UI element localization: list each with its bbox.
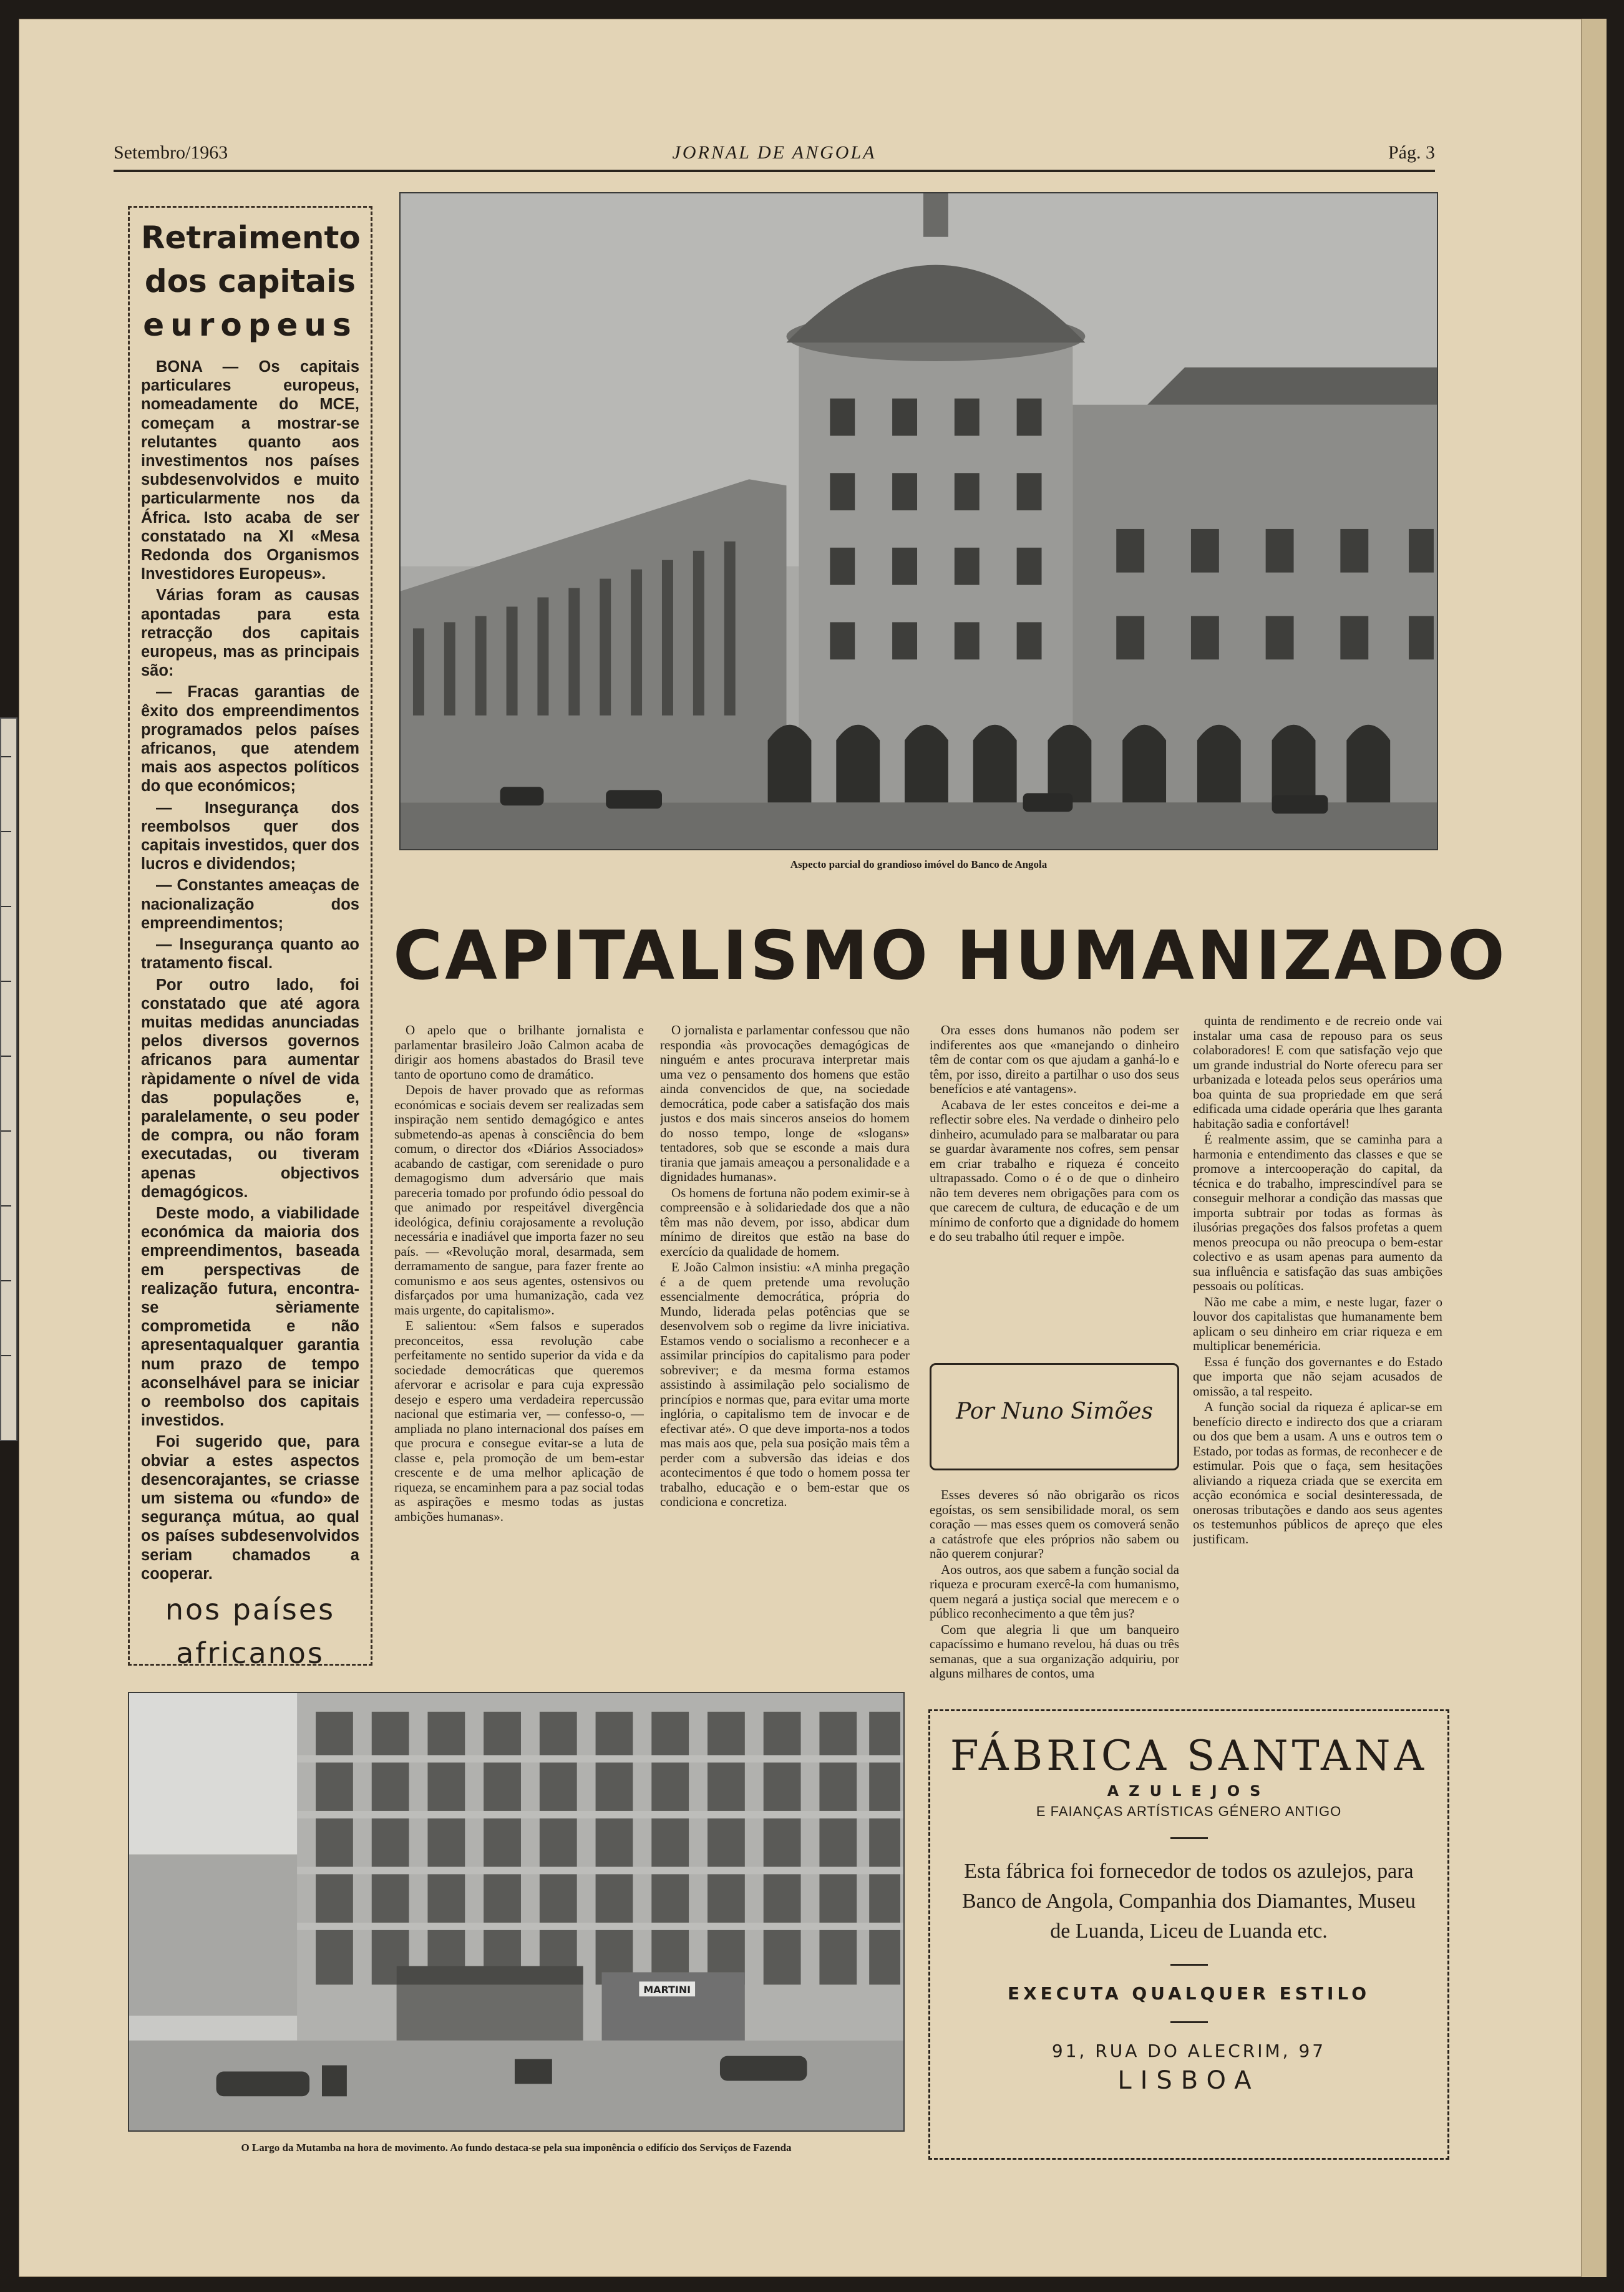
sidebar-footer-line: nos países bbox=[165, 1593, 336, 1626]
bus-sign: MARTINI bbox=[643, 1984, 691, 1996]
byline-box bbox=[930, 1363, 1179, 1470]
paragraph: Aos outros, aos que sabem a função social da riqueza e procuram exercê-la com humanismo, quem negará a justiça social que merecem e o público reconhecimento a que têm jus? bbox=[930, 1561, 1179, 1621]
fabrica-santana-ad bbox=[928, 1709, 1449, 2160]
ad-divider bbox=[1170, 2021, 1208, 2023]
byline: Por Nuno Simões bbox=[956, 1399, 1153, 1424]
ad-divider bbox=[1170, 1837, 1208, 1839]
paragraph: Foi sugerido que, para obviar a estes aspectos desencorajantes, se criasse um sistema ou «fundo» de segurança mútua, ao qual os países subdesenvolvidos seriam chamados a cooperar. bbox=[141, 1433, 359, 1583]
paragraph: quinta de rendimento e de recreio onde vai instalar uma casa de repouso para os seus colaboradores! E com que satisfação vejo que um grande industrial do Norte oferecu para ser urbanizada e loteada pelos seus operários uma boa quinta de sua propriedade em que será edificada uma cidade operária que lhes garanta habitação sadia e confortável! bbox=[1193, 1014, 1442, 1131]
ad-city: LISBOA bbox=[1117, 2066, 1260, 2095]
paragraph: O apelo que o brilhante jornalista e parlamentar brasileiro João Calmon acaba de dirigir aos homens abastados do Brasil teve tanto de oportuno como de dramático. bbox=[394, 1023, 644, 1082]
article-headline: CAPITALISMO HUMANIZADO bbox=[393, 917, 1507, 995]
ad-subtitle: AZULEJOS bbox=[1107, 1782, 1271, 1800]
paragraph: BONA — Os capitais particulares europeus, nomeadamente do MCE, começam a mostrar-se relutantes quanto aos investimentos nos países subdesenvolvidos e muito particularmente nos da África. Isto acaba de ser constatado na XI «Mesa Redonda dos Organismos Investidores Europeus». bbox=[141, 358, 359, 583]
paragraph: Acabava de ler estes conceitos e dei-me a reflectir sobre eles. Na verdade o dinheiro pelo dinheiro, acumulado para se malbaratar ou para se guardar àvaramente nos cofres, sem pensar em criar trabalho e riqueza é conceito ultrapassado. Como o é o de que o dinheiro não tem deveres nem obrigações para com os que carecem de cultura, de educação e de um mínimo de conforto que a dignidade do homem e do seu trabalho útil requer e impõe. bbox=[930, 1097, 1179, 1244]
sidebar-article bbox=[128, 206, 372, 1666]
mutamba-square-illustration bbox=[129, 1693, 903, 2130]
paragraph: E salientou: «Sem falsos e superados preconceitos, essa revolução cabe perfeitamente no sentido superior da vida e da sociedade democráticas que queremos afervorar e acrisolar e para cuja expressão desejo e espero uma verdadeira repercussão nacional que estimaria ver, — confesso-o, — ampliada no plano internacional dos países em que procura e consegue evitar-se a luta de classe e, pela promoção de um bem-estar crescente e de uma melhor aplicação de riqueza, se encaminhem para a paz social todas as aspirações e mesmo todas as justas ambições humanas». bbox=[394, 1318, 644, 1524]
page-header bbox=[114, 142, 1435, 166]
bank-photo-caption: Aspecto parcial do grandioso imóvel do Banco de Angola bbox=[790, 858, 1048, 870]
paragraph: Os homens de fortuna não podem eximir-se à compreensão e à solidariedade dos que a não têm mas não devem, por isso, abdicar dum mínimo de direitos que estão na base do exercício da qualidade de homem. bbox=[660, 1185, 910, 1259]
page-number: Pág. 3 bbox=[1388, 142, 1435, 163]
ad-style-line: EXECUTA QUALQUER ESTILO bbox=[1007, 1983, 1371, 2004]
sidebar-title-line: dos capitais bbox=[144, 263, 356, 299]
ad-address: 91, RUA DO ALECRIM, 97 bbox=[1051, 2041, 1326, 2061]
mutamba-photo-caption: O Largo da Mutamba na hora de movimento. Ao fundo destaca-se pela sua imponência o edifício dos Serviços de Fazenda bbox=[241, 2142, 792, 2154]
paragraph: — Constantes ameaças de nacionalização dos empreendimentos; bbox=[141, 876, 359, 932]
paper-edge bbox=[1582, 19, 1607, 2277]
ad-divider bbox=[1170, 1964, 1208, 1966]
ad-body: Esta fábrica foi fornecedor de todos os azulejos, para Banco de Angola, Companhia dos Diamantes, Museu de Luanda, Liceu de Luanda etc. bbox=[961, 1860, 1416, 1943]
paragraph: Por outro lado, foi constatado que até agora muitas medidas anunciadas pelos diversos governos africanos para aumentar ràpidamente o nível de vida das populações e, paralelamente, o seu poder de compra, ou não foram executadas, ou tiveram apenas objectivos demagógicos. bbox=[141, 976, 359, 1201]
paragraph: — Insegurança dos reembolsos quer dos capitais investidos, quer dos lucros e dividendos; bbox=[141, 799, 360, 873]
paragraph: A função social da riqueza é aplicar-se em benefício directo e indirecto dos que a criaram ou dos que bem a usam. A uns e outros tem o Estado, por todas as formas, de reconhecer e de estimular. Pois que o faça, sem hesitações aliviando a riqueza criada que se exercita em acção económica e social desinteressada, de onerosas tributações e dando aos seus agentes os testemunhos públicos de apreço que eles justificam. bbox=[1193, 1399, 1442, 1547]
scan-ruler bbox=[0, 717, 17, 1441]
paragraph: Deste modo, a viabilidade económica da maioria dos empreendimentos, baseada em perspectivas de realização futura, encontra-se sèriamente comprometida e não apresentaqualquer garantia num prazo de tempo aconselhável para se iniciar o reembolso dos capitais investidos. bbox=[141, 1204, 359, 1430]
article-column-1 bbox=[394, 1023, 644, 1684]
sidebar-body bbox=[141, 357, 359, 1583]
ad-subtitle-2: E FAIANÇAS ARTÍSTICAS GÉNERO ANTIGO bbox=[1036, 1804, 1342, 1819]
paragraph: Com que alegria li que um banqueiro capacíssimo e humano revelou, há duas ou três semanas, que a sua organização adquiriu, por alguns milhares de contos, uma bbox=[930, 1621, 1179, 1681]
bank-building-photo bbox=[399, 192, 1438, 850]
sidebar-footer-line: africanos bbox=[176, 1636, 324, 1666]
article-column-3-top bbox=[930, 1023, 1179, 1348]
article-column-4 bbox=[1193, 1014, 1442, 1687]
sidebar-title-line: Retraimento bbox=[141, 220, 361, 256]
newspaper-name: JORNAL DE ANGOLA bbox=[672, 142, 877, 163]
paragraph: Essa é função dos governantes e do Estado que importa que não sejam acusados de omissão, a tal respeito. bbox=[1193, 1354, 1442, 1399]
header-rule bbox=[114, 170, 1435, 172]
paragraph: É realmente assim, que se caminha para a harmonia e entendimento das classes e que se promove a intercooperação do capital, da técnica e do trabalho, imprescindível para se conseguir melhorar a condição das massas que importa subtrair por todas as formas às ilusórias pregações dos falsos profetas a quem menos preocupa ou não preocupa o bem-estar colectivo e as usam apenas para aumento da sua influência e satisfação das suas ambições pessoais ou políticas. bbox=[1193, 1132, 1442, 1293]
issue-date: Setembro/1963 bbox=[114, 142, 228, 163]
ad-title: FÁBRICA SANTANA bbox=[950, 1732, 1428, 1780]
paragraph: — Insegurança quanto ao tratamento fiscal. bbox=[141, 936, 359, 973]
paragraph: — Fracas garantias de êxito dos empreendimentos programados pelos países africanos, que atendem mais aos aspectos políticos do que económicos; bbox=[141, 683, 359, 795]
paragraph: Depois de haver provado que as reformas económicas e sociais devem ser realizadas sem inspiração nem sentido demagógico e antes submetendo-as apenas à consciência do bem comum, o director dos «Diários Associados» acabando de castigar, com serenidade o puro demagogismo dum adversário que mais pareceria tomado por profundo ódio pessoal do que animado por respeitável divergência ideológica, definiu corajosamente a revolução necessária e inadiável que importa fazer no seu país. — «Revolução moral, desarmada, sem derramamento de sangue, para fazer frente ao comunismo e aos seus agentes, ostensivos ou disfarçados por uma humanização, cada vez mais urgente, do capitalismo». bbox=[394, 1082, 644, 1318]
mutamba-square-photo bbox=[128, 1692, 905, 2132]
paragraph: O jornalista e parlamentar confessou que não respondia «às provocações demagógicas de ninguém e antes procurava interpretar mais uma vez o pensamento dos homens que estão ainda convencidos de que, na sociedade democrática, pode caber a satisfação dos mais justos e dos mais sinceros anseios do homem do nosso tempo, longe de «slogans» tentadores, sob que se esconde a mais dura tirania que jamais ameaçou a personalidade e a dignidades humanas». bbox=[660, 1023, 910, 1184]
sidebar-title-line: europeus bbox=[143, 307, 357, 343]
article-column-3-bottom bbox=[930, 1488, 1179, 1687]
paragraph: Esses deveres só não obrigarão os ricos egoístas, os sem sensibilidade moral, os sem coração — mas esses quem os comoverá senão a catástrofe que eles próprios não sabem ou não querem conjurar? bbox=[930, 1488, 1179, 1561]
paragraph: Não me cabe a mim, e neste lugar, fazer o louvor dos capitalistas que humanamente bem aplicam o seu dinheiro em criar riqueza e em multiplicar beneméricia. bbox=[1193, 1294, 1442, 1353]
paragraph: Ora esses dons humanos não podem ser indiferentes aos que «manejando o dinheiro têm de contar com os que ajudam a ganhá-lo e têm, por isso, direito a partilhar o uso dos seus benefícios e até vantagens». bbox=[930, 1023, 1179, 1096]
bank-building-illustration bbox=[401, 193, 1437, 849]
paragraph: E João Calmon insistiu: «A minha pregação é a de quem pretende uma revolução essencialmente democrática, própria do Mundo, liderada pelas potências que se desenvolvem sob o regime da livre iniciativa. Estamos vendo o socialismo a reconhecer e a assimilar princípios do capitalismo para poder sobreviver; e da mesma forma estamos assistindo à assimilação pelo socialismo de princípios e normas que, para evitar uma morte inglória, o capitalismo tem de invocar e de efectivar até». O que deve importa-nos a todos mas mais aos que, pela sua posição mais têm a perder com a subversão das ideias e dos acontecimentos é que todo o homem possa ter trabalho, educação e o bem-estar que os condiciona e concretiza. bbox=[660, 1260, 910, 1509]
article-column-2 bbox=[660, 1023, 910, 1684]
paragraph: Várias foram as causas apontadas para esta retracção dos capitais europeus, mas as principais são: bbox=[141, 586, 359, 680]
